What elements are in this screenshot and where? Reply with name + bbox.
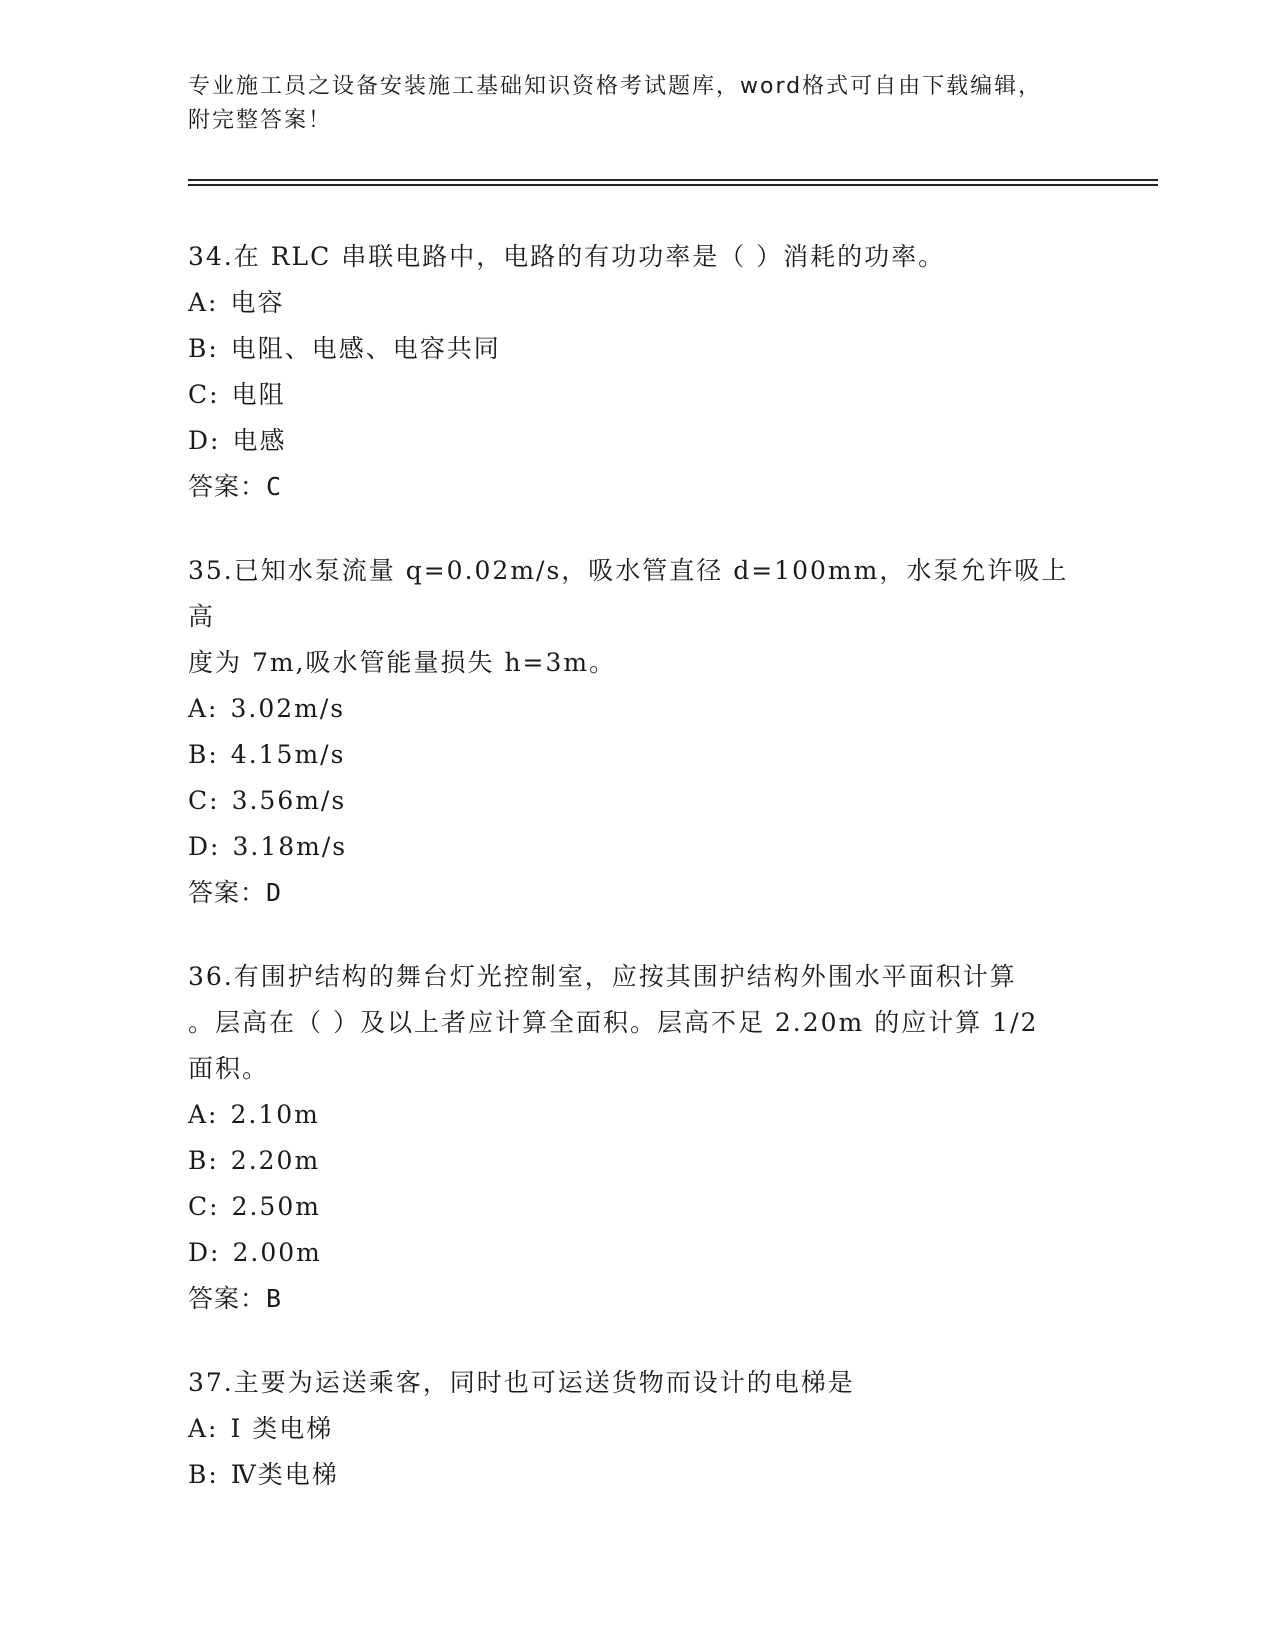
answer-key — [188, 464, 1088, 510]
question-text-line — [188, 1000, 1088, 1046]
question-text: 已知水泵流量 q=0.02m/s，吸水管直径 d=100mm，水泵允许吸上高 — [188, 556, 1069, 631]
question-block — [188, 234, 1088, 510]
option-letter: A: — [188, 1100, 219, 1129]
question-text-line — [188, 548, 1088, 640]
header-line-1: 专业施工员之设备安装施工基础知识资格考试题库，word格式可自由下载编辑， — [188, 74, 1043, 99]
answer-option — [188, 732, 1088, 778]
header-divider-top — [188, 179, 1158, 181]
option-text: 3.02m/s — [230, 694, 346, 723]
question-number: 35. — [188, 556, 234, 585]
answer-option — [188, 778, 1088, 824]
answer-label: 答案： — [188, 878, 267, 907]
question-text: 度为 7m,吸水管能量损失 h=3m。 — [188, 648, 617, 677]
question-text: 面积。 — [188, 1054, 270, 1083]
answer-option — [188, 1138, 1088, 1184]
question-text: 。层高在（ ）及以上者应计算全面积。层高不足 2.20m 的应计算 1/2 — [188, 1008, 1039, 1037]
question-number: 37. — [188, 1368, 234, 1397]
answer-label: 答案： — [188, 1284, 267, 1313]
question-text-line — [188, 954, 1088, 1000]
header-divider-bottom — [188, 184, 1158, 186]
option-letter: C: — [188, 786, 220, 815]
option-text: 2.10m — [230, 1100, 320, 1129]
question-number: 34. — [188, 242, 234, 271]
option-letter: B: — [188, 334, 219, 363]
option-letter: C: — [188, 1192, 220, 1221]
option-text: 3.18m/s — [232, 832, 348, 861]
question-block — [188, 548, 1088, 916]
answer-key — [188, 1276, 1088, 1322]
answer-label: 答案： — [188, 472, 267, 501]
option-letter: A: — [188, 288, 219, 317]
answer-option — [188, 372, 1088, 418]
question-list — [188, 234, 1088, 1536]
question-text: 主要为运送乘客，同时也可运送货物而设计的电梯是 — [233, 1368, 855, 1397]
answer-option — [188, 418, 1088, 464]
option-text: 2.20m — [230, 1146, 321, 1175]
answer-value: D — [266, 878, 283, 907]
answer-option — [188, 1452, 1088, 1498]
option-text: I 类电梯 — [230, 1414, 334, 1443]
answer-option — [188, 1230, 1088, 1276]
answer-option — [188, 824, 1088, 870]
answer-value: B — [266, 1284, 283, 1313]
option-text: 2.50m — [231, 1192, 321, 1221]
option-text: 电阻 — [231, 380, 286, 409]
option-letter: B: — [188, 740, 219, 769]
question-block — [188, 1360, 1088, 1498]
option-letter: A: — [188, 694, 219, 723]
question-block — [188, 954, 1088, 1322]
option-text: 电感 — [232, 426, 287, 455]
option-text: 3.56m/s — [231, 786, 347, 815]
question-text-line — [188, 1046, 1088, 1092]
answer-value: C — [266, 472, 283, 501]
option-text: 电容 — [230, 288, 285, 317]
question-number: 36. — [188, 962, 234, 991]
question-text-line — [188, 1360, 1088, 1406]
option-text: 4.15m/s — [230, 740, 346, 769]
answer-option — [188, 1184, 1088, 1230]
option-letter: A: — [188, 1414, 219, 1443]
option-letter: D: — [188, 426, 221, 455]
option-letter: C: — [188, 380, 220, 409]
option-text: Ⅳ类电梯 — [230, 1460, 339, 1489]
answer-option — [188, 1406, 1088, 1452]
answer-option — [188, 280, 1088, 326]
question-text: 有围护结构的舞台灯光控制室，应按其围护结构外围水平面积计算 — [233, 962, 1017, 991]
answer-key — [188, 870, 1088, 916]
option-text: 电阻、电感、电容共同 — [230, 334, 501, 363]
header-line-2: 附完整答案！ — [188, 108, 333, 133]
answer-option — [188, 326, 1088, 372]
question-text: 在 RLC 串联电路中，电路的有功功率是（ ）消耗的功率。 — [233, 242, 946, 271]
option-text: 2.00m — [232, 1238, 322, 1267]
question-text-line — [188, 234, 1088, 280]
answer-option — [188, 686, 1088, 732]
document-header — [188, 70, 1068, 138]
question-text-line — [188, 640, 1088, 686]
option-letter: B: — [188, 1460, 219, 1489]
option-letter: D: — [188, 832, 221, 861]
option-letter: B: — [188, 1146, 219, 1175]
option-letter: D: — [188, 1238, 221, 1267]
answer-option — [188, 1092, 1088, 1138]
